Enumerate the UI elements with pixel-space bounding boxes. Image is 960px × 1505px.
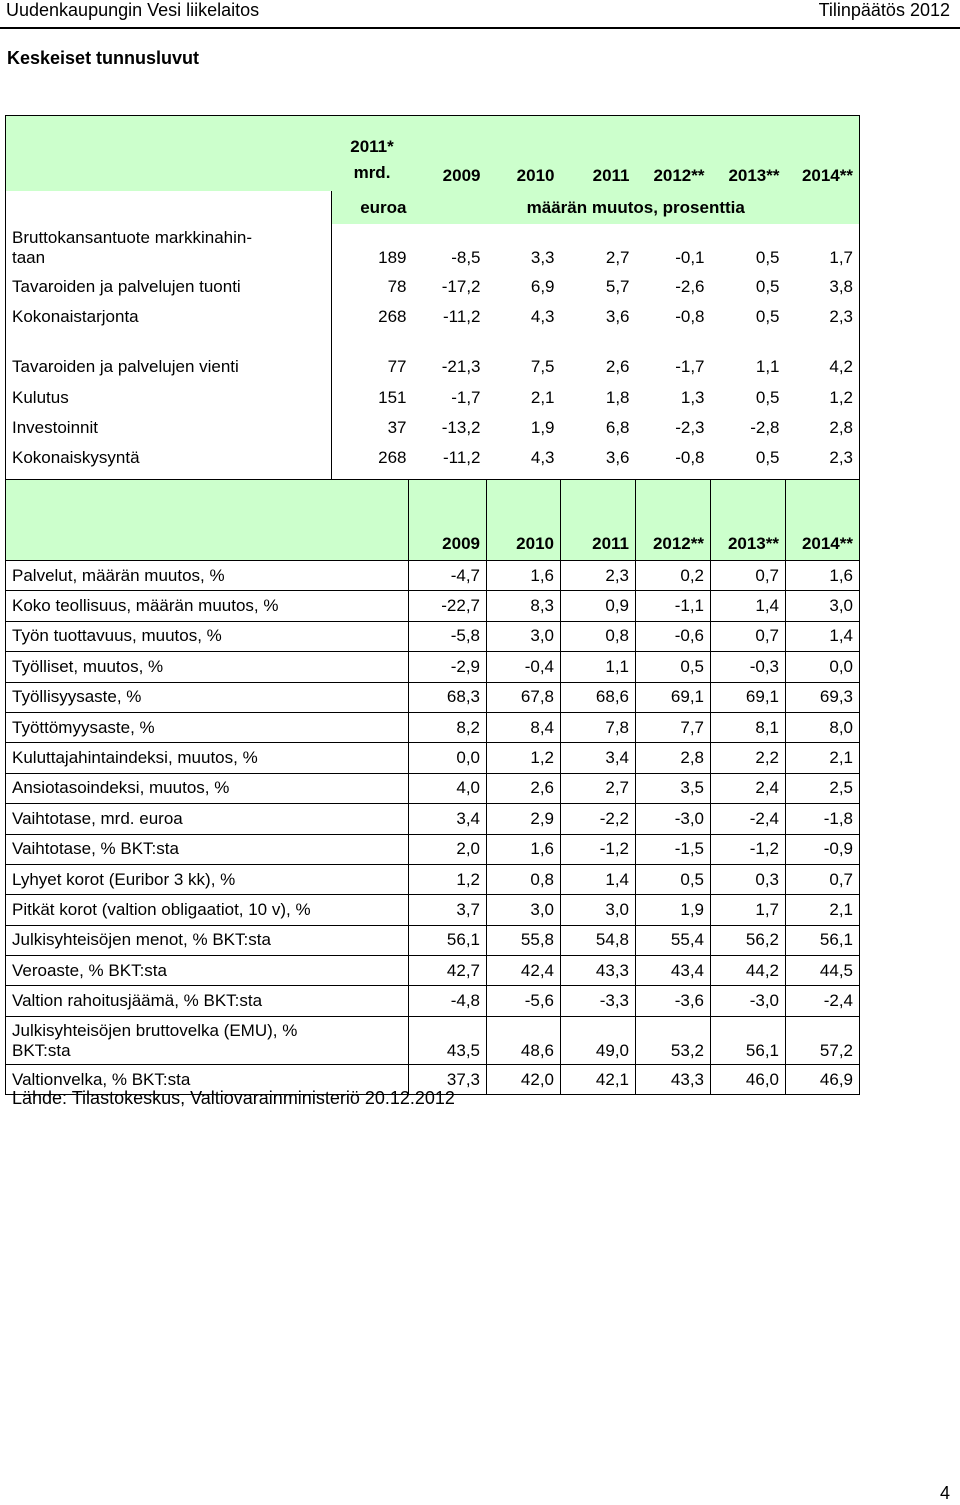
table-row (6, 864, 860, 894)
row-label: Julkisyhteisöjen menot, % BKT:sta (6, 925, 409, 955)
table-body (6, 561, 860, 1095)
cell: -0,8 (675, 448, 705, 467)
cell: 2,3 (561, 561, 636, 591)
header-year: 2013** (711, 116, 786, 192)
cell: 0,5 (755, 248, 780, 267)
cell: 189 (332, 224, 413, 272)
cell: 49,0 (561, 1016, 636, 1064)
cell: -1,8 (786, 804, 860, 834)
cell: 44,5 (786, 956, 860, 986)
cell: 7,5 (530, 357, 555, 376)
cell: 0,7 (711, 621, 786, 651)
header-year: 2011 (561, 116, 636, 192)
cell: 5,7 (605, 277, 630, 296)
cell: 68,6 (561, 682, 636, 712)
header-year: 2011 (561, 480, 636, 561)
row-label: Valtion rahoitusjäämä, % BKT:sta (6, 986, 409, 1016)
cell: 0,8 (561, 621, 636, 651)
table-row (6, 652, 860, 682)
cell: 54,8 (561, 925, 636, 955)
cell: 1,4 (561, 864, 636, 894)
cell: 2,3 (829, 307, 853, 326)
table-row (6, 272, 860, 302)
row-label: Kulutus (12, 388, 69, 407)
row-label: Investoinnit (12, 418, 98, 437)
cell: 7,8 (561, 712, 636, 742)
cell: 2,5 (786, 773, 860, 803)
cell: 67,8 (487, 682, 561, 712)
cell: 69,1 (711, 682, 786, 712)
cell: 2,0 (409, 834, 487, 864)
cell: 268 (332, 443, 413, 485)
row-label: Kokonaiskysyntä (12, 448, 140, 467)
cell: 8,2 (409, 712, 487, 742)
header-blank (6, 116, 332, 192)
cell: 3,4 (561, 743, 636, 773)
cell: 0,5 (636, 652, 711, 682)
cell: -1,2 (561, 834, 636, 864)
table-header-row (6, 116, 860, 192)
subheader-blank (6, 191, 332, 224)
cell: 7,7 (636, 712, 711, 742)
cell: -13,2 (441, 418, 481, 437)
cell: 3,5 (636, 773, 711, 803)
cell: -8,5 (451, 248, 481, 267)
cell: -0,1 (675, 248, 705, 267)
cell: 0,3 (711, 864, 786, 894)
cell: -2,2 (561, 804, 636, 834)
table-row (6, 383, 860, 413)
page-number: 4 (939, 1483, 950, 1503)
cell: 0,5 (636, 864, 711, 894)
header-document: Tilinpäätös 2012 (818, 0, 950, 20)
cell: 69,1 (636, 682, 711, 712)
cell: 1,4 (786, 621, 860, 651)
cell: 2,3 (829, 448, 853, 467)
row-label (6, 1016, 409, 1064)
cell: -3,3 (561, 986, 636, 1016)
table-header-row (6, 480, 860, 561)
cell: 1,2 (487, 743, 561, 773)
cell: -1,7 (451, 388, 481, 407)
cell: 77 (332, 332, 413, 383)
row-label: Palvelut, määrän muutos, % (6, 561, 409, 591)
cell: 56,2 (711, 925, 786, 955)
row-label: Valtionvelka, % BKT:sta (6, 1064, 409, 1094)
row-label: Työlliset, muutos, % (6, 652, 409, 682)
cell: 42,0 (487, 1064, 561, 1094)
cell: 37,3 (409, 1064, 487, 1094)
cell: 46,0 (711, 1064, 786, 1094)
table-row (6, 895, 860, 925)
cell: 151 (332, 383, 413, 413)
cell: 1,7 (711, 895, 786, 925)
cell: 46,9 (786, 1064, 860, 1094)
row-label-line2: BKT:sta (12, 1040, 71, 1060)
table-row (6, 925, 860, 955)
cell: 55,4 (636, 925, 711, 955)
cell: 3,4 (409, 804, 487, 834)
cell: 2,7 (605, 248, 630, 267)
cell: 8,0 (786, 712, 860, 742)
cell: 57,2 (786, 1016, 860, 1064)
row-label: Lyhyet korot (Euribor 3 kk), % (6, 864, 409, 894)
cell: 2,7 (561, 773, 636, 803)
cell: 3,7 (409, 895, 487, 925)
row-label: Ansiotasoindeksi, muutos, % (6, 773, 409, 803)
cell: 53,2 (636, 1016, 711, 1064)
cell: 0,5 (755, 448, 780, 467)
cell: 42,4 (487, 956, 561, 986)
key-indicators-table (5, 479, 860, 1095)
cell: 3,0 (487, 621, 561, 651)
cell: 56,1 (786, 925, 860, 955)
cell: 3,8 (829, 277, 853, 296)
row-label: Työn tuottavuus, muutos, % (6, 621, 409, 651)
cell: 43,3 (561, 956, 636, 986)
cell: -5,6 (487, 986, 561, 1016)
cell: 2,9 (487, 804, 561, 834)
cell: -3,0 (636, 804, 711, 834)
source-note: Lähde: Tilastokeskus, Valtiovarainministeriö 20.12.2012 (12, 1088, 455, 1108)
cell: -2,6 (675, 277, 705, 296)
cell: -2,4 (786, 986, 860, 1016)
cell: 43,3 (636, 1064, 711, 1094)
table-row (6, 773, 860, 803)
cell: -11,2 (443, 448, 481, 467)
cell: 0,5 (755, 388, 780, 407)
table-row (6, 743, 860, 773)
cell: 1,4 (711, 591, 786, 621)
cell: 2,1 (530, 388, 555, 407)
header-year: 2012** (636, 480, 711, 561)
cell: 2,8 (636, 743, 711, 773)
cell: 37 (332, 413, 413, 443)
cell: 1,2 (409, 864, 487, 894)
cell: 4,2 (829, 357, 853, 376)
cell: 1,6 (786, 561, 860, 591)
economy-forecast-table (5, 115, 860, 485)
cell: 0,5 (755, 277, 780, 296)
cell: -0,9 (786, 834, 860, 864)
unit-label: euroa (332, 191, 413, 224)
cell: 43,4 (636, 956, 711, 986)
cell: 1,8 (605, 388, 630, 407)
cell: 1,9 (530, 418, 555, 437)
cell: -0,3 (711, 652, 786, 682)
cell: -1,7 (675, 357, 705, 376)
cell: -21,3 (441, 357, 481, 376)
header-col-2011 (332, 116, 413, 192)
table-row (6, 591, 860, 621)
header-year: 2014** (786, 116, 860, 192)
cell: 43,5 (409, 1016, 487, 1064)
cell: 0,0 (786, 652, 860, 682)
table-row (6, 712, 860, 742)
cell: 69,3 (786, 682, 860, 712)
measure-label: määrän muutos, prosenttia (413, 191, 860, 224)
cell: 8,3 (487, 591, 561, 621)
page-header (0, 0, 960, 28)
header-rule (0, 27, 960, 29)
cell: 48,6 (487, 1016, 561, 1064)
cell: 3,0 (561, 895, 636, 925)
cell: -2,8 (750, 418, 780, 437)
cell: -4,7 (409, 561, 487, 591)
header-blank (6, 480, 409, 561)
cell: -5,8 (409, 621, 487, 651)
header-year: 2009 (413, 116, 487, 192)
row-label: Tavaroiden ja palvelujen tuonti (12, 277, 241, 296)
header-year: 2012** (636, 116, 711, 192)
cell: -1,5 (636, 834, 711, 864)
cell: 2,8 (829, 418, 853, 437)
cell: 0,9 (561, 591, 636, 621)
row-label: Vaihtotase, % BKT:sta (6, 834, 409, 864)
cell: -2,9 (409, 652, 487, 682)
cell: 1,7 (829, 248, 853, 267)
cell: -22,7 (409, 591, 487, 621)
cell: -0,4 (487, 652, 561, 682)
page-title: Keskeiset tunnusluvut (7, 48, 200, 68)
header-year: 2010 (487, 116, 561, 192)
cell: 2,1 (786, 743, 860, 773)
header-organization: Uudenkaupungin Vesi liikelaitos (6, 0, 260, 20)
cell: 2,6 (605, 357, 630, 376)
row-label: Pitkät korot (valtion obligaatiot, 10 v), % (6, 895, 409, 925)
cell: 2,2 (711, 743, 786, 773)
cell: 3,3 (530, 248, 555, 267)
table-row (6, 834, 860, 864)
cell: 3,6 (605, 307, 630, 326)
table-row (6, 302, 860, 332)
cell: -1,2 (711, 834, 786, 864)
table-row (6, 682, 860, 712)
table-row (6, 561, 860, 591)
cell: 4,0 (409, 773, 487, 803)
cell: 1,3 (680, 388, 705, 407)
row-label: Kokonaistarjonta (12, 307, 139, 326)
cell: 42,7 (409, 956, 487, 986)
cell: -0,8 (675, 307, 705, 326)
cell: 0,8 (487, 864, 561, 894)
cell: 68,3 (409, 682, 487, 712)
table-subheader-row (6, 191, 860, 224)
cell: 0,5 (755, 307, 780, 326)
cell: -0,6 (636, 621, 711, 651)
cell: 8,1 (711, 712, 786, 742)
table-row (6, 804, 860, 834)
cell: 56,1 (409, 925, 487, 955)
cell: 6,9 (530, 277, 555, 296)
header-2011-line1: 2011* (350, 137, 394, 156)
cell: 1,9 (636, 895, 711, 925)
cell: 3,6 (605, 448, 630, 467)
cell: 2,6 (487, 773, 561, 803)
row-label: Työllisyysaste, % (6, 682, 409, 712)
table-row (6, 1016, 860, 1064)
cell: 0,7 (786, 864, 860, 894)
table-row (6, 621, 860, 651)
row-label-line1: Julkisyhteisöjen bruttovelka (EMU), % (12, 1020, 298, 1040)
table-row (6, 413, 860, 443)
cell: -11,2 (443, 307, 481, 326)
cell: 0,2 (636, 561, 711, 591)
cell: 1,6 (487, 834, 561, 864)
cell: -4,8 (409, 986, 487, 1016)
row-label: Veroaste, % BKT:sta (6, 956, 409, 986)
cell: 8,4 (487, 712, 561, 742)
cell: 0,0 (409, 743, 487, 773)
header-year: 2014** (786, 480, 860, 561)
table-row (6, 956, 860, 986)
cell: 2,1 (786, 895, 860, 925)
cell: -2,3 (675, 418, 705, 437)
row-label-line2: taan (12, 248, 46, 267)
row-label-line1: Bruttokansantuote markkinahin- (12, 228, 253, 247)
cell: -17,2 (441, 277, 481, 296)
row-label: Koko teollisuus, määrän muutos, % (6, 591, 409, 621)
table-row (6, 332, 860, 383)
cell: 42,1 (561, 1064, 636, 1094)
cell: 2,4 (711, 773, 786, 803)
cell: 1,1 (755, 357, 780, 376)
header-2011-line2: mrd. (353, 163, 391, 182)
row-label (6, 224, 332, 272)
cell: 78 (332, 272, 413, 302)
cell: 268 (332, 302, 413, 332)
cell: 3,0 (487, 895, 561, 925)
table-row (6, 224, 860, 272)
cell: 1,2 (829, 388, 853, 407)
cell: -1,1 (636, 591, 711, 621)
row-label: Tavaroiden ja palvelujen vienti (12, 357, 239, 376)
cell: 44,2 (711, 956, 786, 986)
cell: 56,1 (711, 1016, 786, 1064)
cell: 4,3 (530, 307, 555, 326)
row-label: Työttömyysaste, % (6, 712, 409, 742)
cell: 55,8 (487, 925, 561, 955)
cell: 6,8 (605, 418, 630, 437)
cell: 1,6 (487, 561, 561, 591)
cell: 4,3 (530, 448, 555, 467)
cell: 3,0 (786, 591, 860, 621)
cell: 0,7 (711, 561, 786, 591)
row-label: Vaihtotase, mrd. euroa (6, 804, 409, 834)
header-year: 2013** (711, 480, 786, 561)
cell: -2,4 (711, 804, 786, 834)
table-row (6, 986, 860, 1016)
cell: 1,1 (561, 652, 636, 682)
cell: -3,0 (711, 986, 786, 1016)
header-year: 2010 (487, 480, 561, 561)
header-year: 2009 (409, 480, 487, 561)
cell: -3,6 (636, 986, 711, 1016)
row-label: Kuluttajahintaindeksi, muutos, % (6, 743, 409, 773)
